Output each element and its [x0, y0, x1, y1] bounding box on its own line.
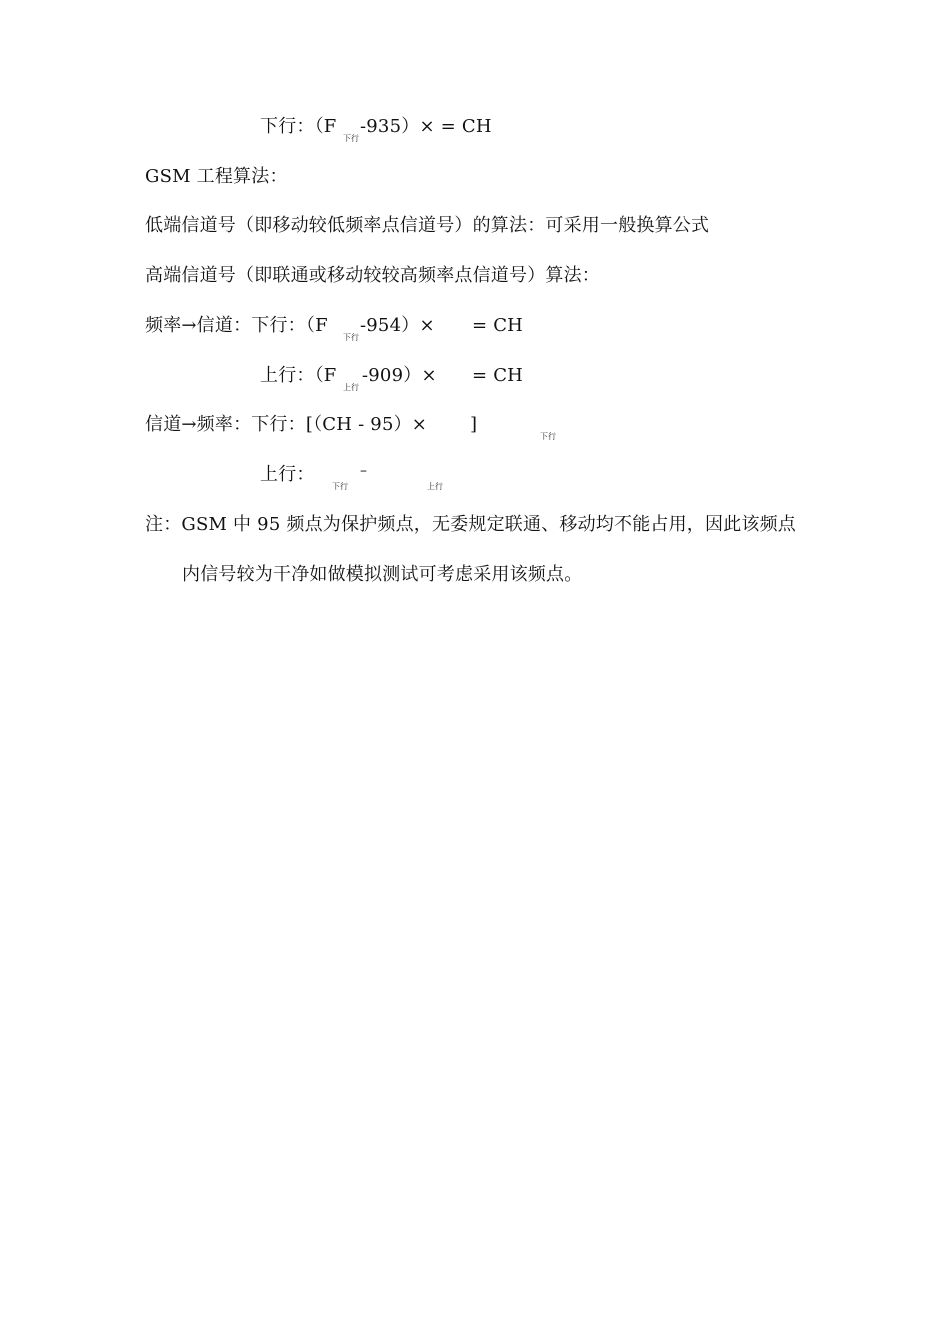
subscript-downlink: 下行 [332, 482, 348, 491]
channel-to-freq-downlink-bracket: ] [470, 414, 478, 435]
freq-to-channel-downlink-result: = CH [472, 315, 524, 336]
freq-to-channel-downlink-rest: -954）× [360, 315, 435, 336]
low-end-channel-text: 低端信道号（即移动较低频率点信道号）的算法：可采用一般换算公式 [145, 215, 710, 236]
formula-downlink-935: 下行：（F [260, 116, 337, 137]
channel-to-freq-downlink: 信道→频率：下行：[（CH - 95）× [145, 414, 428, 435]
subscript-uplink: 上行 [427, 482, 443, 491]
freq-to-channel-uplink-rest: -909）× [362, 365, 437, 386]
subscript-downlink: 下行 [343, 333, 359, 342]
freq-to-channel-uplink-result: = CH [472, 365, 524, 386]
freq-to-channel-uplink: 上行：（F [260, 365, 337, 386]
note-paragraph-line-2: 内信号较为干净如做模拟测试可考虑采用该频点。 [182, 564, 583, 585]
formula-downlink-935-rest: -935）× = CH [360, 116, 492, 137]
subscript-downlink: 下行 [540, 432, 556, 441]
subscript-downlink: 下行 [343, 134, 359, 143]
subscript-uplink: 上行 [343, 383, 359, 392]
channel-to-freq-uplink: 上行： [260, 464, 315, 485]
high-end-channel-text: 高端信道号（即联通或移动较较高频率点信道号）算法： [145, 265, 600, 286]
minus-sign: – [360, 463, 368, 479]
note-paragraph-line-1: 注：GSM 中 95 频点为保护频点，无委规定联通、移动均不能占用，因此该频点 [145, 514, 797, 535]
freq-to-channel-downlink: 频率→信道：下行：（F [145, 315, 328, 336]
section-heading-gsm: GSM 工程算法： [145, 166, 288, 187]
